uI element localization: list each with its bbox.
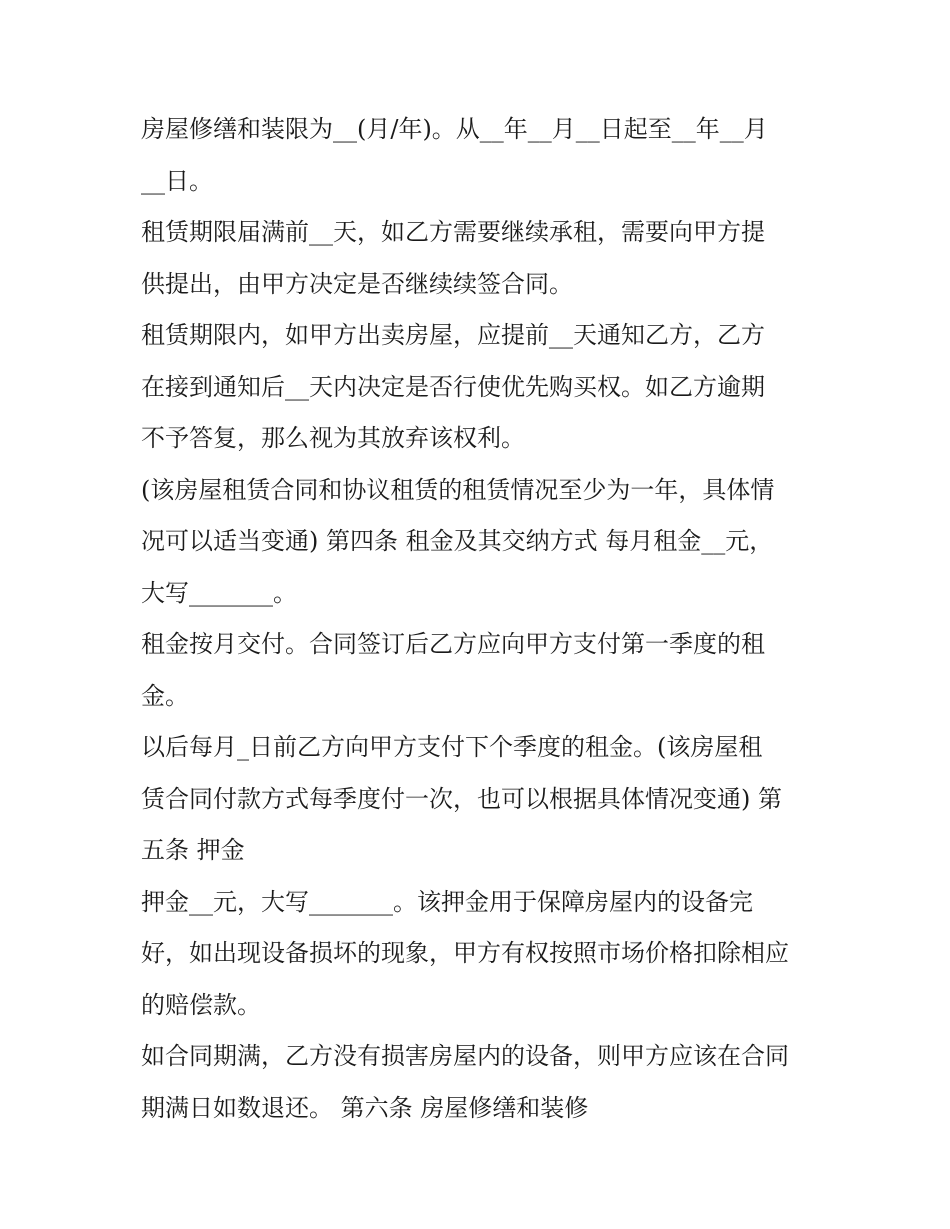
text-line-11: 租金按月交付。合同签订后乙方应向甲方支付第一季度的租 — [141, 630, 765, 658]
text-line-6: 在接到通知后__天内决定是否行使优先购买权。如乙方逾期 — [141, 372, 765, 401]
text-line-15: 五条 押金 — [141, 836, 245, 864]
text-line-19: 如合同期满，乙方没有损害房屋内的设备，则甲方应该在合同 — [141, 1042, 789, 1070]
text-line-16: 押金__元，大写_______。该押金用于保障房屋内的设备完 — [141, 887, 753, 916]
text-line-17: 好，如出现设备损坏的现象，甲方有权按照市场价格扣除相应 — [141, 939, 789, 967]
text-line-5: 租赁期限内，如甲方出卖房屋，应提前__天通知乙方，乙方 — [141, 321, 765, 349]
text-line-7: 不予答复，那么视为其放弃该权利。 — [141, 424, 525, 452]
text-line-10: 大写_______。 — [141, 578, 297, 607]
text-line-20: 期满日如数退还。 第六条 房屋修缮和装修 — [141, 1093, 589, 1122]
text-line-1: 房屋修缮和装限为__(月/年)。从__年__月__日起至__年__月 — [141, 115, 768, 143]
text-line-13: 以后每月_日前乙方向甲方支付下个季度的租金。(该房屋租 — [141, 733, 763, 761]
text-line-14: 赁合同付款方式每季度付一次，也可以根据具体情况变通) 第 — [141, 784, 782, 813]
text-line-2: __日。 — [141, 166, 213, 195]
text-line-4: 供提出，由甲方决定是否继续续签合同。 — [141, 269, 573, 298]
text-line-12: 金。 — [141, 681, 189, 710]
text-line-9: 况可以适当变通) 第四条 租金及其交纳方式 每月租金__元， — [141, 527, 774, 555]
document-body — [141, 104, 821, 1134]
text-line-18: 的赔偿款。 — [141, 990, 261, 1019]
text-line-8: (该房屋租赁合同和协议租赁的租赁情况至少为一年，具体情 — [141, 475, 775, 504]
text-line-3: 租赁期限届满前__天，如乙方需要继续承租，需要向甲方提 — [141, 218, 765, 246]
